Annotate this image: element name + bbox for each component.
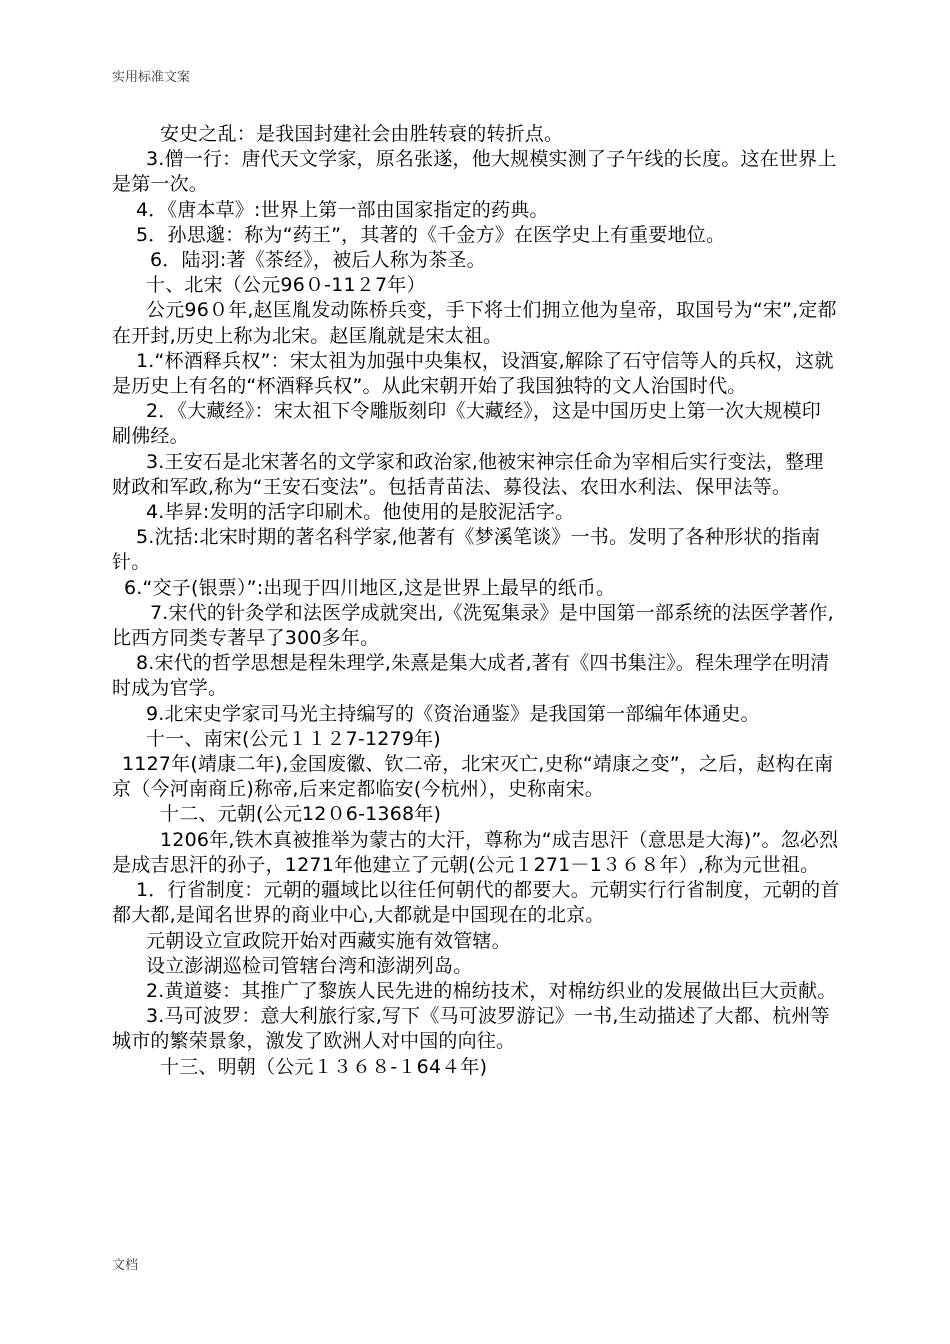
page-footer: 文档 — [112, 1258, 139, 1273]
paragraph: 3.僧一行：唐代天文学家，原名张遂，他大规模实测了子午线的长度。这在世界上是第一次。 — [112, 148, 837, 196]
paragraph: 2.黄道婆：其推广了黎族人民先进的棉纺技术，对棉纺织业的发展做出巨大贡献。 — [146, 979, 837, 1002]
paragraph: 6．陆羽:著《茶经》，被后人称为茶圣。 — [150, 249, 486, 272]
paragraph: 十三、明朝（公元１３６８-１64４年) — [160, 1055, 488, 1078]
paragraph: 十、北宋（公元96０-11２7年） — [146, 274, 426, 297]
paragraph: 元朝设立宣政院开始对西藏实施有效管辖。 — [146, 929, 511, 952]
paragraph: 5.沈括:北宋时期的著名科学家,他著有《梦溪笔谈》一书。发明了各种形状的指南针。 — [112, 526, 821, 574]
paragraph: 十一、南宋(公元１１２7-1279年) — [146, 727, 441, 750]
paragraph: 3.马可波罗：意大利旅行家,写下《马可波罗游记》一书,生动描述了大都、杭州等城市的繁荣景象，激发了欧洲人对中国的向往。 — [112, 1005, 830, 1053]
paragraph: 3.王安石是北宋著名的文学家和政治家,他被宋神宗任命为宰相后实行变法，整理财政和军政,称为“王安石变法”。包括青苗法、募役法、农田水利法、保甲法等。 — [112, 450, 824, 498]
paragraph: 5．孙思邈：称为“药王”，其著的《千金方》在医学史上有重要地位。 — [136, 223, 726, 246]
paragraph: 6.“交子(银票）”:出现于四川地区,这是世界上最早的纸币。 — [124, 576, 616, 599]
paragraph: 8.宋代的哲学思想是程朱理学,朱熹是集大成者,著有《四书集注》。程朱理学在明清时成为官学。 — [112, 652, 830, 700]
paragraph: 1127年(靖康二年),金国废徽、钦二帝，北宋灭亡,史称“靖康之变”，之后，赵构在南京（今河南商丘)称帝,后来定都临安(今杭州），史称南宋。 — [112, 753, 834, 801]
paragraph: 1.“杯酒释兵权”：宋太祖为加强中央集权，设酒宴,解除了石守信等人的兵权，这就是历史上有名的“杯酒释兵权”。从此宋朝开始了我国独特的文人治国时代。 — [112, 349, 834, 398]
document-body — [112, 122, 840, 1080]
paragraph: 1．行省制度：元朝的疆域比以往任何朝代的都要大。元朝实行行省制度，元朝的首都大都,是闻名世界的商业中心,大都就是中国现在的北京。 — [112, 879, 840, 927]
paragraph: 设立澎湖巡检司管辖台湾和澎湖列岛。 — [146, 954, 473, 977]
paragraph: 2．《大藏经》：宋太祖下令雕版刻印《大藏经》，这是中国历史上第一次大规模印刷佛经。 — [112, 400, 821, 448]
paragraph: 1206年,铁木真被推举为蒙古的大汗，尊称为“成吉思汗（意思是大海)”。忽必烈是成吉思汗的孙子，1271年他建立了元朝(公元１271－1３６８年）,称为元世祖。 — [112, 828, 839, 876]
paragraph: 7.宋代的针灸学和法医学成就突出,《洗冤集录》是中国第一部系统的法医学著作,比西方同类专著早了300多年。 — [112, 601, 834, 650]
paragraph: 十二、元朝(公元12０6-1368年) — [160, 803, 442, 826]
paragraph: 4.毕昇:发明的活字印刷术。他使用的是胶泥活字。 — [146, 501, 575, 524]
page-header: 实用标准文案 — [112, 70, 191, 85]
paragraph: 安史之乱：是我国封建社会由胜转衰的转折点。 — [160, 123, 564, 145]
paragraph: 4．《唐本草》:世界上第一部由国家指定的药典。 — [136, 198, 549, 221]
paragraph: 9.北宋史学家司马光主持编写的《资治通鉴》是我国第一部编年体通史。 — [146, 702, 760, 725]
paragraph: 公元96０年,赵匡胤发动陈桥兵变，手下将士们拥立他为皇帝，取国号为“宋”,定都在开封,历史上称为北宋。赵匡胤就是宋太祖。 — [112, 299, 837, 347]
